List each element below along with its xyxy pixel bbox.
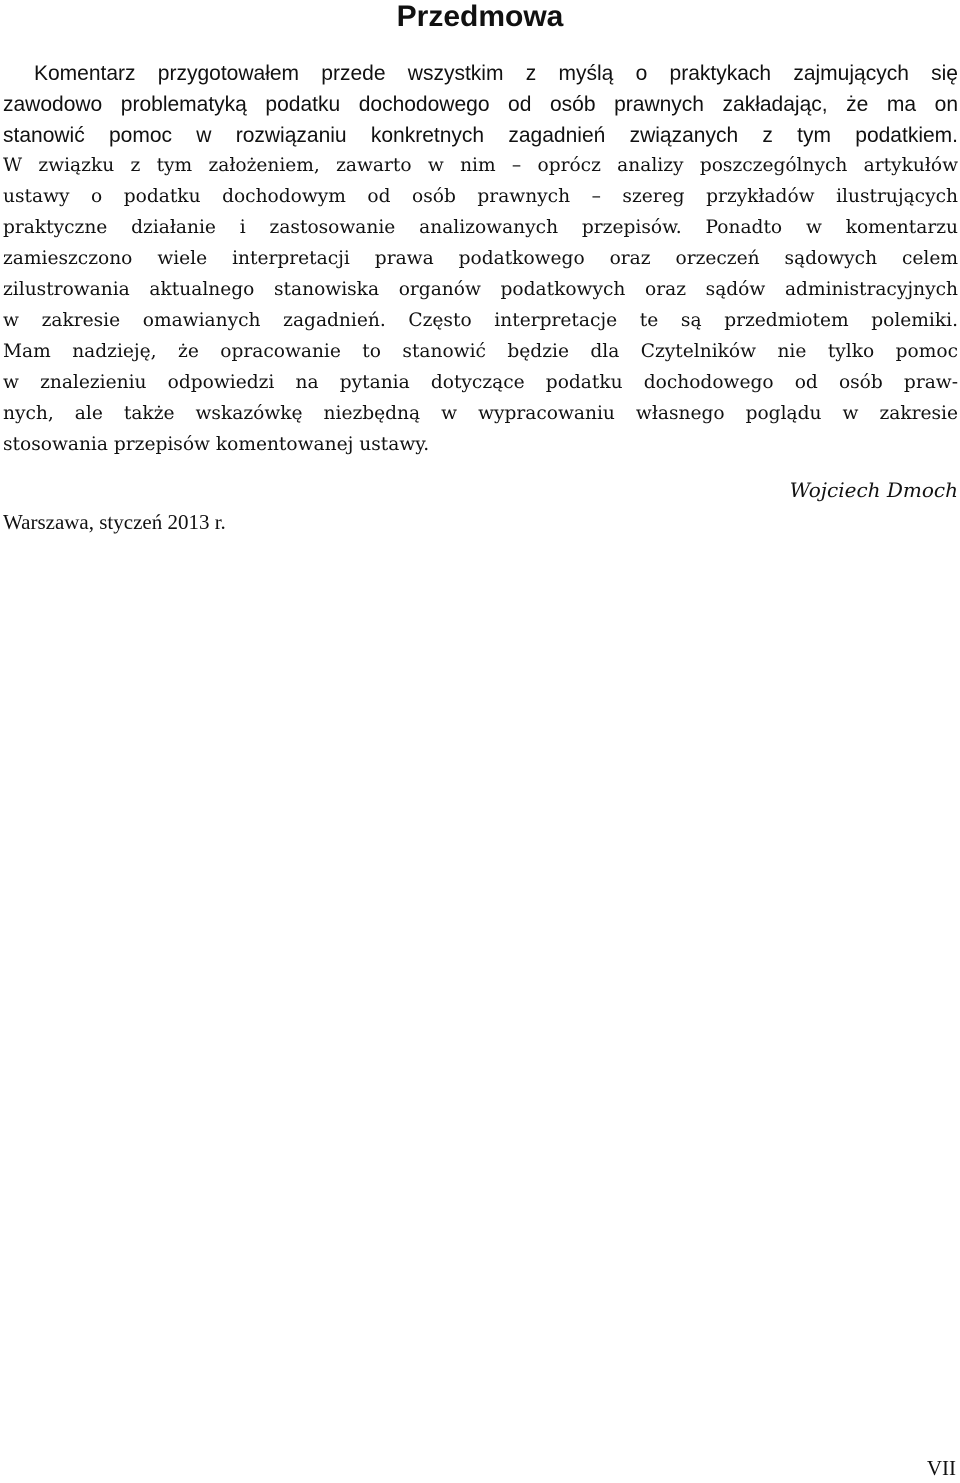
text-line: stosowania przepisów komentowanej ustawy.	[3, 434, 430, 455]
text-line: stanowić pomoc w rozwiązaniu konkretnych zagadnień związanych z tym podatkiem.	[3, 124, 958, 147]
text-line: zawodowo problematyką podatku dochodowego od osób prawnych zakładając, że ma on	[3, 93, 958, 116]
text-line: Komentarz przygotowałem przede wszystkim z myślą o praktykach zajmujących się	[34, 62, 958, 85]
author-signature: Wojciech Dmoch	[789, 478, 958, 502]
text-line: Mam nadzieję, że opracowanie to stanowić będzie dla Czytelników nie tylko pomoc	[3, 341, 958, 362]
text-line: w zakresie omawianych zagadnień. Często interpretacje te są przedmiotem polemiki.	[3, 310, 958, 331]
text-line: zilustrowania aktualnego stanowiska organów podatkowych oraz sądów administracyjnych	[3, 279, 958, 300]
preface-paragraph	[3, 62, 958, 465]
text-line: W związku z tym założeniem, zawarto w nim – oprócz analizy poszczególnych artykułów	[3, 155, 958, 176]
page-title: Przedmowa	[396, 0, 564, 33]
place-and-date: Warszawa, styczeń 2013 r.	[3, 510, 226, 534]
text-line: w znalezieniu odpowiedzi na pytania dotyczące podatku dochodowego od osób praw-	[3, 372, 958, 393]
text-line: nych, ale także wskazówkę niezbędną w wypracowaniu własnego poglądu w zakresie	[3, 403, 958, 424]
text-line: zamieszczono wiele interpretacji prawa podatkowego oraz orzeczeń sądowych celem	[3, 248, 958, 269]
text-line: praktyczne działanie i zastosowanie analizowanych przepisów. Ponadto w komentarzu	[3, 217, 958, 238]
text-line: ustawy o podatku dochodowym od osób prawnych – szereg przykładów ilustrujących	[3, 186, 958, 207]
page-number: VII	[926, 1456, 956, 1480]
